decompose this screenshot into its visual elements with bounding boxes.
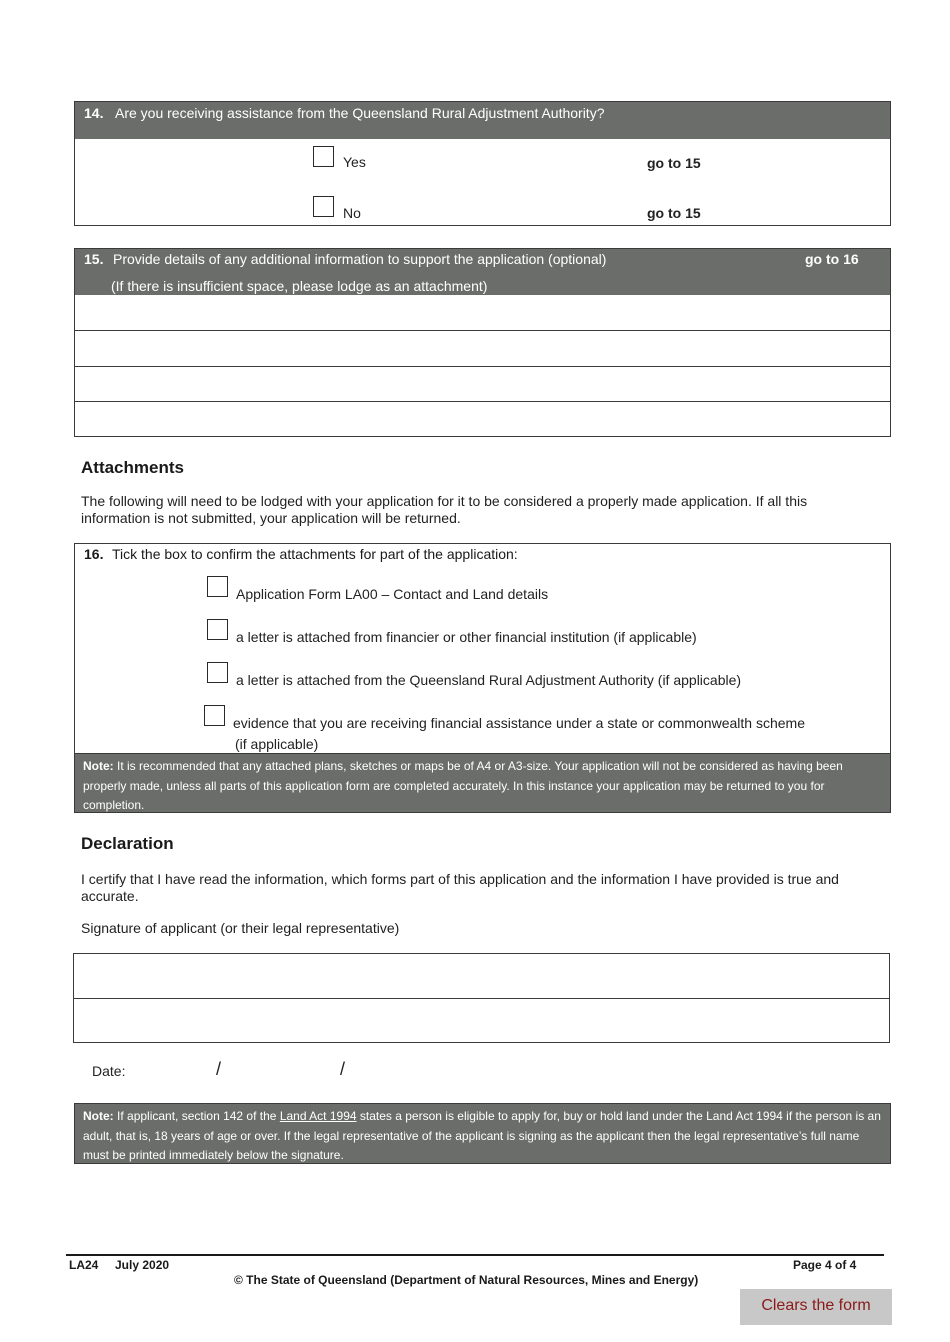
details-line-1[interactable] bbox=[75, 295, 890, 330]
footer-copyright: © The State of Queensland (Department of Natural Resources, Mines and Energy) bbox=[234, 1273, 699, 1287]
attachment-financier-label: a letter is attached from financier or other financial institution (if applicable) bbox=[236, 629, 697, 645]
question-14-number: 14. bbox=[84, 105, 104, 121]
attachment-la00-label: Application Form LA00 – Contact and Land details bbox=[236, 586, 549, 602]
declaration-note bbox=[74, 1103, 891, 1164]
date-separator: / bbox=[340, 1059, 346, 1079]
attachment-assistance-label: evidence that you are receiving financial assistance under a state or commonwealth scheme bbox=[233, 715, 805, 731]
clear-form-button[interactable]: Clears the form bbox=[740, 1289, 892, 1325]
date-separator: / bbox=[216, 1059, 222, 1079]
question-16-number: 16. bbox=[84, 546, 104, 562]
declaration-note-label: Note: bbox=[83, 1109, 114, 1123]
note-text: It is recommended that any attached plans, sketches or maps be of A4 or A3-size. Your application will not be considered as having been properly made, unless all parts of this application form are completed accurately. In this instance your application may be returned to you for completion. bbox=[83, 759, 843, 812]
declaration-heading: Declaration bbox=[81, 834, 174, 853]
attachments-intro: The following will need to be lodged with your application for it to be considered a properly made application. If all this information is not submitted, your application will be returned. bbox=[81, 493, 808, 526]
checkbox-la00-form[interactable] bbox=[207, 576, 228, 597]
footer-form-code: LA24 bbox=[69, 1258, 99, 1272]
attachment-assistance-label-cont: (if applicable) bbox=[235, 736, 319, 752]
footer-page: Page 4 of 4 bbox=[793, 1258, 857, 1272]
footer-date: July 2020 bbox=[115, 1258, 170, 1272]
option-no-label: No bbox=[343, 205, 361, 221]
option-no-goto: go to 15 bbox=[647, 205, 701, 221]
question-15-text: Provide details of any additional information to support the application (optional) bbox=[113, 251, 607, 267]
question-16-text: Tick the box to confirm the attachments for part of the application: bbox=[112, 546, 518, 562]
date-month-field[interactable] bbox=[228, 1058, 336, 1082]
option-yes-goto: go to 15 bbox=[647, 155, 701, 171]
question-16-box bbox=[74, 543, 891, 813]
details-line-3[interactable] bbox=[75, 367, 890, 401]
land-act-link[interactable]: Land Act 1994 bbox=[279, 1109, 357, 1123]
question-15-subtext: (If there is insufficient space, please lodge as an attachment) bbox=[111, 278, 488, 294]
question-14-text: Are you receiving assistance from the Queensland Rural Adjustment Authority? bbox=[115, 105, 605, 121]
attachments-note bbox=[74, 753, 891, 813]
footer-rule bbox=[66, 1254, 884, 1256]
checkbox-yes[interactable] bbox=[313, 146, 334, 167]
question-14-header bbox=[75, 102, 890, 139]
attachments-heading: Attachments bbox=[81, 458, 184, 477]
declaration-note-pre: If applicant, section 142 of the bbox=[117, 1109, 277, 1123]
date-year-field[interactable] bbox=[352, 1058, 462, 1082]
checkbox-no[interactable] bbox=[313, 196, 334, 217]
declaration-text: I certify that I have read the information, which forms part of this application and the information I have provided is true and accurate. bbox=[81, 871, 839, 904]
option-yes-label: Yes bbox=[343, 154, 366, 170]
details-line-4[interactable] bbox=[75, 402, 890, 436]
question-15-goto: go to 16 bbox=[805, 251, 859, 267]
question-15-header bbox=[75, 249, 890, 295]
checkbox-qraa-letter[interactable] bbox=[207, 662, 228, 683]
signature-field[interactable] bbox=[74, 954, 889, 998]
declaration-note-post: states a person is eligible to apply for, buy or hold land under the Land Act 1994 if the person is an adult, that is, 18 years of age or over. If the legal representative of the applicant is signing as the applicant then the legal representative’s full name must be printed immediately below the signature. bbox=[83, 1109, 881, 1162]
signature-box bbox=[73, 953, 890, 1043]
checkbox-financial-assistance[interactable] bbox=[204, 705, 225, 726]
printed-name-field[interactable] bbox=[74, 999, 889, 1042]
attachment-qraa-label: a letter is attached from the Queensland Rural Adjustment Authority (if applicable) bbox=[236, 672, 742, 688]
question-14-box bbox=[74, 101, 891, 226]
date-label: Date: bbox=[92, 1063, 126, 1079]
question-15-box bbox=[74, 248, 891, 437]
question-15-number: 15. bbox=[84, 251, 104, 267]
note-label: Note: bbox=[83, 759, 114, 773]
checkbox-financier-letter[interactable] bbox=[207, 619, 228, 640]
date-day-field[interactable] bbox=[135, 1058, 213, 1082]
signature-label: Signature of applicant (or their legal representative) bbox=[81, 920, 400, 936]
details-line-2[interactable] bbox=[75, 331, 890, 366]
